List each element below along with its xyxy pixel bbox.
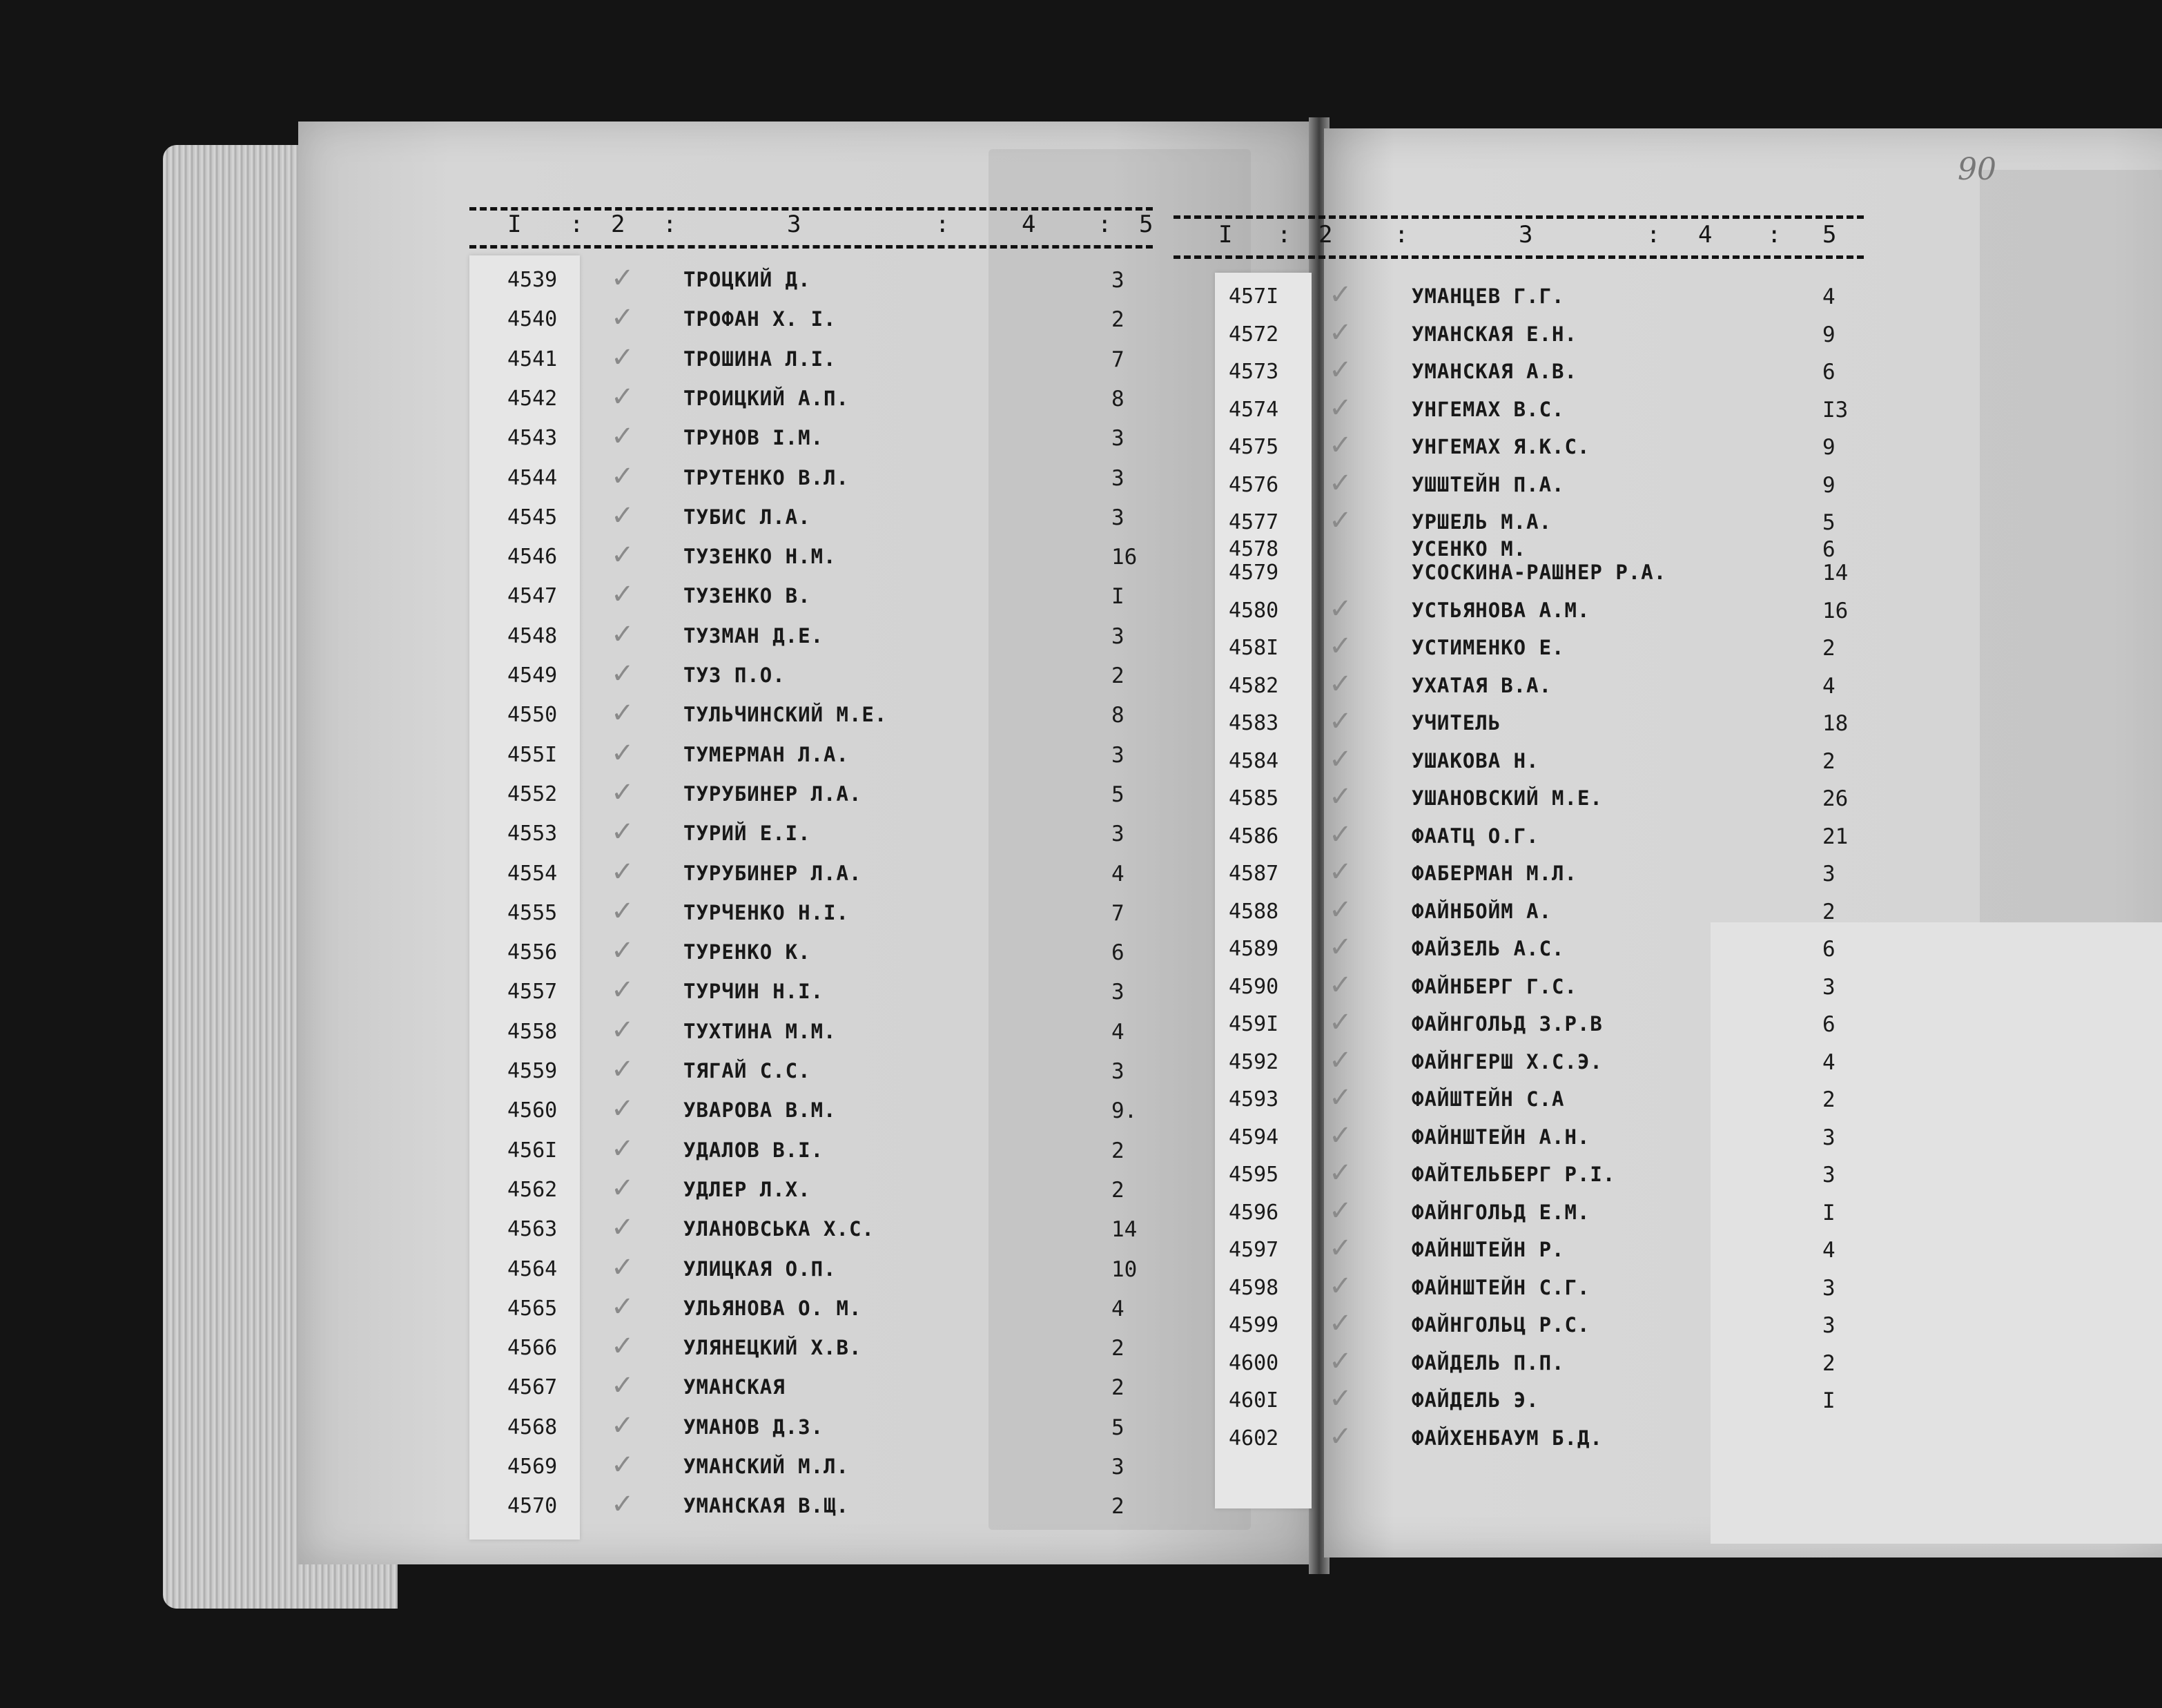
checkmark-icon: ✓ (611, 420, 634, 453)
entry-count: 3 (1111, 426, 1124, 452)
entry-count: 9 (1822, 435, 1835, 460)
entry-count: 14 (1822, 561, 1849, 585)
entry-count: 2 (1111, 307, 1124, 333)
right-header-bottom-rule (1173, 255, 1864, 259)
entry-number: 4595 (1229, 1163, 1279, 1187)
entry-count: 6 (1111, 940, 1124, 966)
checkmark-icon: ✓ (611, 380, 634, 413)
checkmark-icon: ✓ (611, 579, 634, 611)
checkmark-icon: ✓ (1329, 354, 1352, 386)
entry-count: 3 (1111, 822, 1124, 847)
entry-count: 4 (1822, 1238, 1835, 1263)
entry-count: 2 (1822, 636, 1835, 661)
entry-number: 4574 (1229, 397, 1279, 422)
entry-number: 4555 (507, 900, 558, 925)
entry-number: 4570 (507, 1494, 558, 1519)
entry-name: ФАЙДЕЛЬ П.П. (1412, 1350, 1565, 1375)
checkmark-icon: ✓ (611, 302, 634, 334)
entry-count: 7 (1111, 900, 1124, 926)
entry-number: 4572 (1229, 322, 1279, 347)
entry-name: ФАЙШТЕЙН С.А (1412, 1087, 1565, 1111)
entry-number: 4584 (1229, 748, 1279, 773)
entry-count: 3 (1822, 862, 1835, 886)
entry-number: 4596 (1229, 1200, 1279, 1225)
entry-count: 3 (1111, 268, 1124, 293)
entry-name: УМАНСКИЙ М.Л. (683, 1455, 849, 1478)
entry-number: 4558 (507, 1019, 558, 1044)
checkmark-icon: ✓ (1329, 1383, 1352, 1415)
entry-name: ТУЗЕНКО В. (683, 584, 811, 608)
left-header-bottom-rule (469, 245, 1153, 249)
entry-name: ФАЙНШТЕЙН А.Н. (1412, 1125, 1590, 1149)
entry-count: 3 (1111, 505, 1124, 530)
entry-name: УЛАНОВСЬКА Х.С. (683, 1217, 875, 1241)
checkmark-icon: ✓ (611, 1370, 634, 1402)
entry-name: ТУХТИНА М.М. (683, 1019, 837, 1043)
entry-number: 4576 (1229, 472, 1279, 497)
entry-name: ФАЙНГОЛЬД З.Р.В (1412, 1012, 1603, 1036)
entry-count: 6 (1822, 536, 1835, 562)
entry-count: 10 (1111, 1256, 1138, 1282)
entry-name: ТУЗМАН Д.Е. (683, 623, 824, 648)
entry-number: 4566 (507, 1336, 558, 1361)
entry-number: 4597 (1229, 1238, 1279, 1262)
checkmark-icon: ✓ (1329, 781, 1352, 813)
checkmark-icon: ✓ (611, 1093, 634, 1125)
checkmark-icon: ✓ (611, 1172, 634, 1204)
checkmark-icon: ✓ (1329, 592, 1352, 625)
entry-name: ТЯГАЙ С.С. (683, 1059, 811, 1083)
entry-count: I (1822, 1388, 1835, 1413)
entry-number: 4582 (1229, 673, 1279, 698)
entry-name: УЛЯНЕЦКИЙ Х.В. (683, 1336, 862, 1360)
checkmark-icon: ✓ (611, 1409, 634, 1442)
entry-count: 16 (1111, 545, 1138, 570)
checkmark-icon: ✓ (611, 499, 634, 532)
entry-count: 3 (1111, 980, 1124, 1005)
entry-count: 2 (1111, 1138, 1124, 1163)
entry-number: 4540 (507, 307, 558, 332)
entry-count: 16 (1822, 598, 1849, 623)
entry-count: 8 (1111, 703, 1124, 728)
checkmark-icon: ✓ (1329, 1007, 1352, 1038)
entry-number: 4539 (507, 268, 558, 292)
entry-number: 4600 (1229, 1350, 1279, 1375)
entry-number: 457I (1229, 284, 1279, 309)
right-header-top-rule (1173, 215, 1864, 219)
entry-number: 4544 (507, 465, 558, 490)
checkmark-icon: ✓ (1329, 429, 1352, 461)
entry-name: ТУРУБИНЕР Л.А. (683, 782, 862, 806)
entry-name: ТУРУБИНЕР Л.А. (683, 861, 862, 885)
entry-name: УСТИМЕНКО Е. (1412, 636, 1565, 659)
entry-name: ТРОФАН Х. I. (683, 307, 837, 331)
entry-number: 4556 (507, 940, 558, 965)
entry-count: 4 (1822, 673, 1835, 699)
entry-number: 455I (507, 742, 558, 767)
checkmark-icon: ✓ (1329, 630, 1352, 662)
entry-name: ФАЙНГЕРШ Х.С.Э. (1412, 1049, 1603, 1074)
left-col-header-2: 2 (611, 211, 625, 238)
entry-number: 4567 (507, 1375, 558, 1400)
checkmark-icon: ✓ (611, 1132, 634, 1165)
entry-number: 4557 (507, 980, 558, 1005)
checkmark-icon: ✓ (611, 618, 634, 650)
entry-name: ТУРЧЕНКО Н.I. (683, 900, 849, 924)
entry-name: ФАЙТЕЛЬБЕРГ Р.I. (1412, 1163, 1616, 1186)
entry-name: ФАЙНГОЛЬЦ Р.С. (1412, 1313, 1590, 1337)
entry-name: УСТЬЯНОВА А.М. (1412, 598, 1590, 622)
checkmark-icon: ✓ (1329, 893, 1352, 926)
entry-number: 4594 (1229, 1125, 1279, 1149)
entry-count: I (1822, 1200, 1835, 1225)
entry-number: 4541 (507, 347, 558, 371)
checkmark-icon: ✓ (611, 262, 634, 294)
entry-number: 4550 (507, 703, 558, 728)
entry-number: 4588 (1229, 899, 1279, 924)
entry-name: УНГЕМАХ Я.К.С. (1412, 435, 1590, 458)
entry-count: 2 (1111, 1177, 1124, 1203)
entry-number: 4564 (507, 1256, 558, 1281)
entry-number: 4578 (1229, 536, 1279, 561)
left-col-header-5: 5 (1139, 211, 1153, 238)
entry-count: 6 (1822, 360, 1835, 385)
entry-count: 9 (1822, 472, 1835, 498)
checkmark-icon: ✓ (1329, 391, 1352, 424)
entry-name: УЧИТЕЛЬ (1412, 711, 1501, 735)
entry-count: 2 (1111, 1336, 1124, 1361)
checkmark-icon: ✓ (1329, 818, 1352, 851)
entry-name: УНГЕМАХ В.С. (1412, 397, 1565, 421)
entry-number: 4553 (507, 822, 558, 846)
entry-name: ТУРЧИН Н.I. (683, 980, 824, 1004)
entry-number: 4586 (1229, 824, 1279, 848)
entry-name: УМАНСКАЯ А.В. (1412, 360, 1577, 383)
entry-count: 14 (1111, 1217, 1138, 1243)
entry-count: 26 (1822, 786, 1849, 811)
entry-count: 3 (1822, 1125, 1835, 1150)
checkmark-icon: ✓ (1329, 1420, 1352, 1453)
left-col-header-4: 4 (1022, 211, 1036, 238)
checkmark-icon: ✓ (611, 855, 634, 888)
right-col-header-4: 4 (1698, 221, 1713, 249)
entry-count: 3 (1111, 1059, 1124, 1084)
entry-name: ТУЗ П.О. (683, 663, 786, 687)
entry-number: 4573 (1229, 360, 1279, 384)
entry-number: 4602 (1229, 1426, 1279, 1450)
entry-number: 4583 (1229, 711, 1279, 735)
checkmark-icon: ✓ (611, 1488, 634, 1521)
entry-name: ФАЙНШТЕЙН Р. (1412, 1238, 1565, 1261)
entry-number: 4598 (1229, 1275, 1279, 1300)
entry-name: УСЕНКО М. (1412, 536, 1527, 561)
checkmark-icon: ✓ (1329, 969, 1352, 1001)
entry-number: 4575 (1229, 435, 1279, 459)
entry-count: 5 (1111, 782, 1124, 807)
entry-number: 4559 (507, 1059, 558, 1083)
entry-count: 3 (1111, 465, 1124, 491)
entry-name: ТРУТЕНКО В.Л. (683, 465, 849, 489)
entry-number: 4593 (1229, 1087, 1279, 1112)
entry-number: 456I (507, 1138, 558, 1163)
open-ledger-book (163, 104, 2096, 1595)
checkmark-icon: ✓ (611, 1449, 634, 1481)
entry-name: УДЛЕР Л.Х. (683, 1177, 811, 1201)
entry-count: 2 (1111, 1494, 1124, 1520)
entry-number: 4579 (1229, 561, 1279, 585)
right-col-header-5: 5 (1822, 221, 1837, 249)
entry-name: УДАЛОВ В.I. (683, 1138, 824, 1162)
checkmark-icon: ✓ (611, 1330, 634, 1363)
checkmark-icon: ✓ (1329, 1157, 1352, 1189)
right-col-header-3: 3 (1519, 221, 1533, 249)
checkmark-icon: ✓ (611, 539, 634, 572)
entry-count: 2 (1822, 748, 1835, 774)
checkmark-icon: ✓ (611, 1251, 634, 1283)
checkmark-icon: ✓ (1329, 1082, 1352, 1114)
entry-number: 4592 (1229, 1049, 1279, 1074)
entry-number: 460I (1229, 1388, 1279, 1413)
checkmark-icon: ✓ (611, 1054, 634, 1085)
checkmark-icon: ✓ (1329, 467, 1352, 499)
entry-count: 9. (1111, 1098, 1138, 1124)
checkmark-icon: ✓ (611, 816, 634, 848)
entry-count: 8 (1111, 386, 1124, 411)
entry-number: 4546 (507, 545, 558, 570)
entry-name: УМАНЦЕВ Г.Г. (1412, 284, 1565, 308)
checkmark-icon: ✓ (611, 697, 634, 730)
entry-name: УРШЕЛЬ М.А. (1412, 510, 1552, 534)
entry-number: 4554 (507, 861, 558, 886)
checkmark-icon: ✓ (1329, 743, 1352, 775)
entry-number: 4568 (507, 1415, 558, 1439)
entry-number: 459I (1229, 1012, 1279, 1036)
entry-name: УМАНСКАЯ В.Щ. (683, 1494, 849, 1518)
entry-name: ТУМЕРМАН Л.А. (683, 742, 849, 766)
entry-name: ТУЗЕНКО Н.М. (683, 545, 837, 569)
entry-count: 18 (1822, 711, 1849, 736)
checkmark-icon: ✓ (611, 341, 634, 373)
entry-count: 9 (1822, 322, 1835, 347)
entry-count: 3 (1822, 974, 1835, 1000)
entry-number: 4560 (507, 1098, 558, 1123)
checkmark-icon: ✓ (611, 776, 634, 808)
entry-count: 3 (1111, 623, 1124, 649)
entry-name: УШАНОВСКИЙ М.Е. (1412, 786, 1603, 810)
checkmark-icon: ✓ (611, 1290, 634, 1323)
entry-name: УХАТАЯ В.А. (1412, 673, 1552, 697)
entry-name: ФАЙДЕЛЬ Э. (1412, 1388, 1539, 1412)
entry-count: 7 (1111, 347, 1124, 372)
entry-count: 2 (1111, 663, 1124, 688)
entry-name: УМАНОВ Д.З. (683, 1415, 824, 1439)
checkmark-icon: ✓ (1329, 1270, 1352, 1302)
entry-count: 5 (1822, 510, 1835, 535)
right-col-header-1: I (1218, 221, 1233, 249)
checkmark-icon: ✓ (611, 460, 634, 492)
checkmark-icon: ✓ (611, 1212, 634, 1244)
entry-name: ФААТЦ О.Г. (1412, 824, 1539, 848)
entry-name: УЛИЦКАЯ О.П. (683, 1256, 837, 1281)
checkmark-icon: ✓ (611, 935, 634, 967)
entry-number: 4552 (507, 782, 558, 806)
checkmark-icon: ✓ (1329, 316, 1352, 349)
entry-count: 4 (1822, 1049, 1835, 1075)
entry-name: УМАНСКАЯ (683, 1375, 786, 1399)
entry-number: 4587 (1229, 862, 1279, 886)
entry-count: 4 (1822, 284, 1835, 309)
entry-name: ТУРИЙ Е.I. (683, 822, 811, 846)
entry-count: 4 (1111, 1019, 1124, 1045)
entry-name: УВАРОВА В.М. (683, 1098, 837, 1123)
checkmark-icon: ✓ (1329, 1232, 1352, 1264)
entry-number: 4589 (1229, 937, 1279, 961)
checkmark-icon: ✓ (1329, 931, 1352, 963)
entry-count: 4 (1111, 1296, 1124, 1321)
entry-number: 4545 (507, 505, 558, 530)
entry-count: 3 (1111, 1455, 1124, 1479)
checkmark-icon: ✓ (611, 737, 634, 769)
checkmark-icon: ✓ (611, 658, 634, 690)
entry-number: 4569 (507, 1455, 558, 1479)
entry-number: 4585 (1229, 786, 1279, 811)
entry-name: ТУБИС Л.А. (683, 505, 811, 529)
checkmark-icon: ✓ (611, 895, 634, 927)
entry-name: ФАЙНБЕРГ Г.С. (1412, 974, 1577, 998)
entry-number: 4590 (1229, 974, 1279, 999)
checkmark-icon: ✓ (1329, 1194, 1352, 1227)
checkmark-icon: ✓ (611, 974, 634, 1007)
checkmark-icon: ✓ (1329, 1308, 1352, 1339)
entry-name: ФАЙНГОЛЬД Е.М. (1412, 1200, 1590, 1224)
entry-name: ТУЛЬЧИНСКИЙ М.Е. (683, 703, 888, 727)
checkmark-icon: ✓ (1329, 505, 1352, 536)
entry-count: 3 (1822, 1313, 1835, 1338)
entry-name: УСОСКИНА-РАШНЕР Р.А. (1412, 561, 1667, 584)
entry-count: 5 (1111, 1415, 1124, 1440)
entry-count: 21 (1822, 824, 1849, 849)
entry-count: 2 (1822, 1350, 1835, 1376)
left-col-header-3: 3 (787, 211, 801, 238)
checkmark-icon: ✓ (1329, 668, 1352, 700)
entry-name: УЛЬЯНОВА О. М. (683, 1296, 862, 1320)
entry-number: 4577 (1229, 510, 1279, 534)
left-col-header-1: I (507, 211, 522, 238)
checkmark-icon: ✓ (1329, 279, 1352, 311)
entry-number: 4543 (507, 426, 558, 451)
entry-count: 3 (1822, 1163, 1835, 1187)
entry-number: 4547 (507, 584, 558, 609)
entry-name: УМАНСКАЯ Е.Н. (1412, 322, 1577, 346)
entry-name: ФАБЕРМАН М.Л. (1412, 862, 1577, 885)
entry-count: 3 (1822, 1275, 1835, 1301)
entry-name: УШАКОВА Н. (1412, 748, 1539, 773)
entry-number: 4562 (507, 1177, 558, 1202)
entry-number: 4565 (507, 1296, 558, 1321)
entry-name: ФАЙХЕНБАУМ Б.Д. (1412, 1426, 1603, 1450)
entry-count: 2 (1822, 899, 1835, 924)
entry-count: I3 (1822, 397, 1849, 423)
entry-number: 4542 (507, 386, 558, 411)
entry-count: 6 (1822, 1012, 1835, 1037)
right-col-header-2: 2 (1318, 221, 1333, 249)
folio-number: 90 (1958, 152, 1996, 187)
entry-name: ФАЙЗЕЛЬ А.С. (1412, 937, 1565, 960)
entry-count: 4 (1111, 861, 1124, 886)
entry-number: 4549 (507, 663, 558, 688)
entry-number: 4599 (1229, 1313, 1279, 1337)
entry-name: ТРОЦКИЙ Д. (683, 268, 811, 291)
checkmark-icon: ✓ (1329, 856, 1352, 888)
entry-count: I (1111, 584, 1124, 610)
entry-name: УШШТЕЙН П.А. (1412, 472, 1565, 496)
entry-name: ФАЙНШТЕЙН С.Г. (1412, 1275, 1590, 1299)
entry-name: ТРОШИНА Л.I. (683, 347, 837, 371)
entry-name: ФАЙНБОЙМ А. (1412, 899, 1552, 923)
checkmark-icon: ✓ (1329, 706, 1352, 737)
checkmark-icon: ✓ (1329, 1119, 1352, 1152)
checkmark-icon: ✓ (611, 1013, 634, 1046)
checkmark-icon: ✓ (1329, 1044, 1352, 1076)
entry-number: 458I (1229, 636, 1279, 660)
entry-number: 4563 (507, 1217, 558, 1242)
entry-count: 2 (1822, 1087, 1835, 1112)
entry-name: ТРОИЦКИЙ А.П. (683, 386, 849, 410)
entry-number: 4580 (1229, 598, 1279, 623)
entry-name: ТУРЕНКО К. (683, 940, 811, 964)
entry-count: 2 (1111, 1375, 1124, 1401)
entry-number: 4548 (507, 623, 558, 648)
entry-count: 6 (1822, 937, 1835, 962)
entry-name: ТРУНОВ I.М. (683, 426, 824, 450)
entry-count: 3 (1111, 742, 1124, 768)
checkmark-icon: ✓ (1329, 1345, 1352, 1377)
